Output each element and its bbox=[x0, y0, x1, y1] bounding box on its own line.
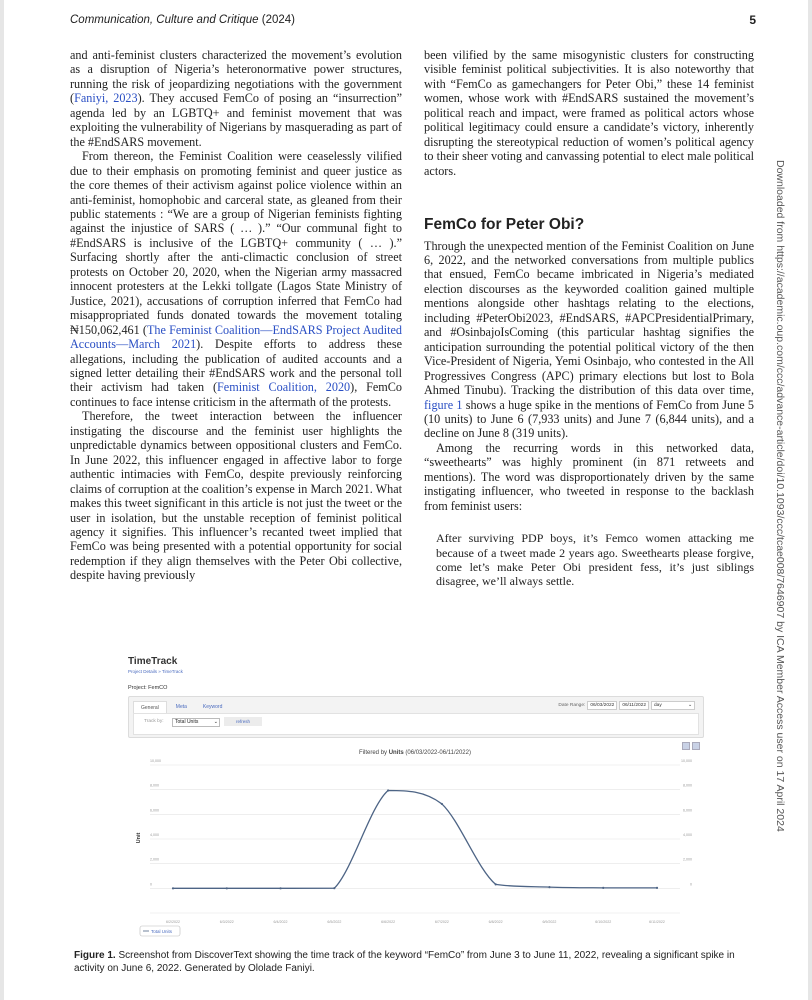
paragraph: From thereon, the Feminist Coalition were ceaselessly vilified due to their emphasis on promoting feminist and queer justice as the core themes of their activism against police violence within an anti-feminist, homophobic and carceral state, as gleaned from their public statements : “We are a group of Nigerian feminists fighting against the injustice of SARS ( … ).” “Our communal fight to #EndSARS is inclusive of the LGBTQ+ community ( … ).” Surfacing shortly after the anti-climactic conclusion of street protests on October 20, 2020, when the Nigerian army massacred innocent protesters at the Lekki tollgate (Lagos State Ministry of Justice, 2021), accusations of corruption inferred that FemCo had misappropriated funds donated towards the movement totaling ₦150,062,461 (The Feminist Coalition—EndSARS Project Audited Accounts—March 2021). Despite efforts to address these allegations, including the publication of audited accounts and a signed letter detailing their #EndSARS work and the personal toll their activism had taken (Feminist Coalition, 2020), FemCo continues to face intense criticism in the aftermath of the protests. bbox=[70, 149, 402, 409]
y-tick-label-right: 10,000 bbox=[681, 759, 692, 763]
controls-panel bbox=[128, 696, 704, 738]
x-tick-label: 6/4/2022 bbox=[273, 920, 288, 924]
breadcrumb[interactable]: Project Details » TimeTrack bbox=[128, 669, 183, 674]
project-label: Project: FemCO bbox=[128, 685, 168, 691]
citation-link[interactable]: The Feminist Coalition—EndSARS Project Audited Accounts—March 2021 bbox=[70, 322, 402, 352]
x-tick-label: 6/6/2022 bbox=[381, 920, 396, 924]
data-point[interactable] bbox=[333, 887, 335, 889]
paper-page bbox=[4, 0, 808, 1000]
date-from-input[interactable]: 06/03/2022 bbox=[587, 701, 617, 710]
y-tick-label-right: 6,000 bbox=[683, 808, 692, 813]
journal-title: Communication, Culture and Critique bbox=[70, 14, 259, 26]
app-title: TimeTrack bbox=[128, 656, 178, 667]
y-tick-label-left: 10,000 bbox=[150, 759, 161, 763]
x-tick-label: 6/8/2022 bbox=[488, 920, 503, 924]
data-point[interactable] bbox=[656, 887, 658, 889]
y-tick-label-left: 8,000 bbox=[150, 783, 159, 788]
download-note: Downloaded from https://academic.oup.com/ccc/advance-article/doi/10.1093/ccc/tcae008/7646907 by ICA Member Access user on 17 April 2024 bbox=[774, 160, 786, 832]
paragraph: Among the recurring words in this networked data, “sweethearts” was highly prominent (in 871 retweets and mentions). The word was disproportionately driven by the same instigating influencer, who tweeted in response to the backlash from feminist users: bbox=[424, 440, 754, 513]
track-by-select[interactable]: Total Units ⌄ bbox=[172, 718, 220, 727]
data-point[interactable] bbox=[279, 887, 281, 889]
interval-select[interactable]: day ⌄ bbox=[651, 701, 695, 710]
paragraph: Through the unexpected mention of the Feminist Coalition on June 6, 2022, and the networked conversations from multiple publics that ensued, FemCo became imbricated in Nigeria’s mediated election discourses as the keyworded coalition gained multiple mentions alongside other hashtags relating to the elections, including #PeterObi2023, #EndSARS, #APCPresidentialPrimary, and #OsinbajoIsComing (this particular hashtag signifies the anticipation surrounding the potential political victory of the then Vice-President of Nigeria, Yemi Osinbajo, who contested in the All Progressives Congress (APC) primary elections but lost to Bola Ahmed Tinubu). Tracking the distribution of this data over time, figure 1 shows a huge spike in the mentions of FemCo from June 5 (10 units) to June 6 (7,933 units) and June 7 (6,844 units), and a decline on June 8 (319 units). bbox=[424, 238, 754, 441]
citation-link[interactable]: Faniyi, 2023 bbox=[74, 91, 138, 106]
x-tick-label: 6/11/2022 bbox=[649, 920, 665, 924]
x-tick-label: 6/7/2022 bbox=[434, 920, 449, 924]
track-by-row bbox=[133, 713, 699, 735]
timetrack-chart bbox=[120, 740, 710, 944]
running-head bbox=[70, 14, 295, 26]
page-number: 5 bbox=[749, 13, 756, 27]
y-tick-label-right: 8,000 bbox=[683, 783, 692, 788]
x-tick-label: 6/3/2022 bbox=[219, 920, 234, 924]
refresh-button[interactable]: refresh bbox=[224, 717, 262, 726]
data-point[interactable] bbox=[548, 886, 550, 888]
figure-link[interactable]: figure 1 bbox=[424, 397, 463, 412]
journal-year: (2024) bbox=[261, 14, 296, 26]
y-tick-label-left: 0 bbox=[150, 882, 152, 887]
y-tick-label-right: 0 bbox=[690, 882, 692, 887]
y-tick-label-left: 6,000 bbox=[150, 808, 159, 813]
y-tick-label-left: 2,000 bbox=[150, 857, 159, 862]
x-tick-label: 6/2/2022 bbox=[166, 920, 180, 924]
caption-text: Screenshot from DiscoverText showing the time track of the keyword “FemCo” from June 3 to June 11, 2022, revealing a significant spike in activity on June 6, 2022. Generated by Ololade Faniyi. bbox=[74, 950, 735, 974]
data-point[interactable] bbox=[172, 887, 174, 889]
tab-general[interactable]: General bbox=[133, 701, 167, 714]
paragraph: Therefore, the tweet interaction between the influencer instigating the discourse and the feminist user highlights the unpredictable dynamics between oppositional clusters and FemCo. In June 2022, this influencer engaged in affective labor to forge authentic intimacies with FemCo, despite previously reinforcing claims of corruption at the coalition’s expense in March 2021. What makes this tweet significant in this article is not just the tweet or the user in isolation, but the unstable reception of feminist political agency it signifies. This influencer’s recanted tweet implied that FemCo was being presented with a potential opportunity for social redemption if they align themselves with the Peter Obi collective, despite having previously bbox=[70, 409, 402, 583]
legend-label: Total Units bbox=[151, 929, 173, 934]
series-line-total-units bbox=[173, 790, 657, 888]
track-by-label: Track by: bbox=[144, 719, 164, 724]
data-point[interactable] bbox=[441, 803, 443, 805]
chevron-down-icon: ⌄ bbox=[213, 719, 218, 725]
right-column bbox=[424, 48, 754, 589]
chart-title: Filtered by Units (06/03/2022-06/11/2022) bbox=[359, 750, 471, 756]
x-tick-label: 6/9/2022 bbox=[542, 920, 557, 924]
date-to-input[interactable]: 06/11/2022 bbox=[619, 701, 649, 710]
blockquote: After surviving PDP boys, it’s Femco women attacking me because of a tweet made 2 years ago. Sweethearts please forgive, come let’s make Peter Obi president fess, it’s just siblings disagree, we’ll always settle. bbox=[436, 531, 754, 589]
caption-label: Figure 1. bbox=[74, 950, 116, 961]
left-column bbox=[70, 48, 402, 583]
y-tick-label-right: 2,000 bbox=[683, 857, 692, 862]
date-range bbox=[558, 701, 695, 710]
data-point[interactable] bbox=[226, 887, 228, 889]
section-heading: FemCo for Peter Obi? bbox=[424, 216, 585, 234]
x-tick-label: 6/5/2022 bbox=[327, 920, 342, 924]
figure-caption bbox=[74, 950, 764, 975]
data-point[interactable] bbox=[495, 883, 497, 885]
date-range-label: Date Range: bbox=[558, 703, 586, 708]
paragraph: been vilified by the same misogynistic clusters for constructing visible feminist political subjectivities. It is also noteworthy that with “FemCo as gamechangers for Peter Obi,” these 14 feminist women, whose work with #EndSARS sustained the movement’s political reach and impact, were framed as political actors whose political legitimacy could ensure a candidate’s victory, inherently disrupting the stereotypical reduction of women’s political agency to their sheer voting and canvassing potential to elect male political actors. bbox=[424, 48, 754, 178]
y-tick-label-left: 4,000 bbox=[150, 833, 159, 837]
tab-meta[interactable]: Meta bbox=[175, 704, 187, 710]
chevron-down-icon: ⌄ bbox=[687, 703, 692, 708]
tab-keyword[interactable]: Keyword bbox=[202, 704, 223, 710]
data-point[interactable] bbox=[602, 887, 604, 889]
legend[interactable] bbox=[140, 926, 180, 936]
y-axis-label: Unit bbox=[136, 832, 142, 844]
x-tick-label: 6/10/2022 bbox=[595, 920, 612, 924]
paragraph: and anti-feminist clusters characterized the movement’s evolution as a disruption of Nigeria’s heteronormative power structures, running the risk of jeopardizing negotiations with the government (Faniyi, 2023). They accused FemCo of posing an “insurrection” agenda led by an LGBTQ+ and feminist movement that was exploiting the vulnerability of Nigerians by masquerading as part of the #EndSARS movement. bbox=[70, 48, 402, 149]
y-tick-label-right: 4,000 bbox=[683, 833, 692, 837]
figure-timetrack-screenshot bbox=[120, 652, 710, 944]
data-point[interactable] bbox=[387, 789, 389, 791]
citation-link[interactable]: Feminist Coalition, 2020 bbox=[217, 380, 351, 395]
